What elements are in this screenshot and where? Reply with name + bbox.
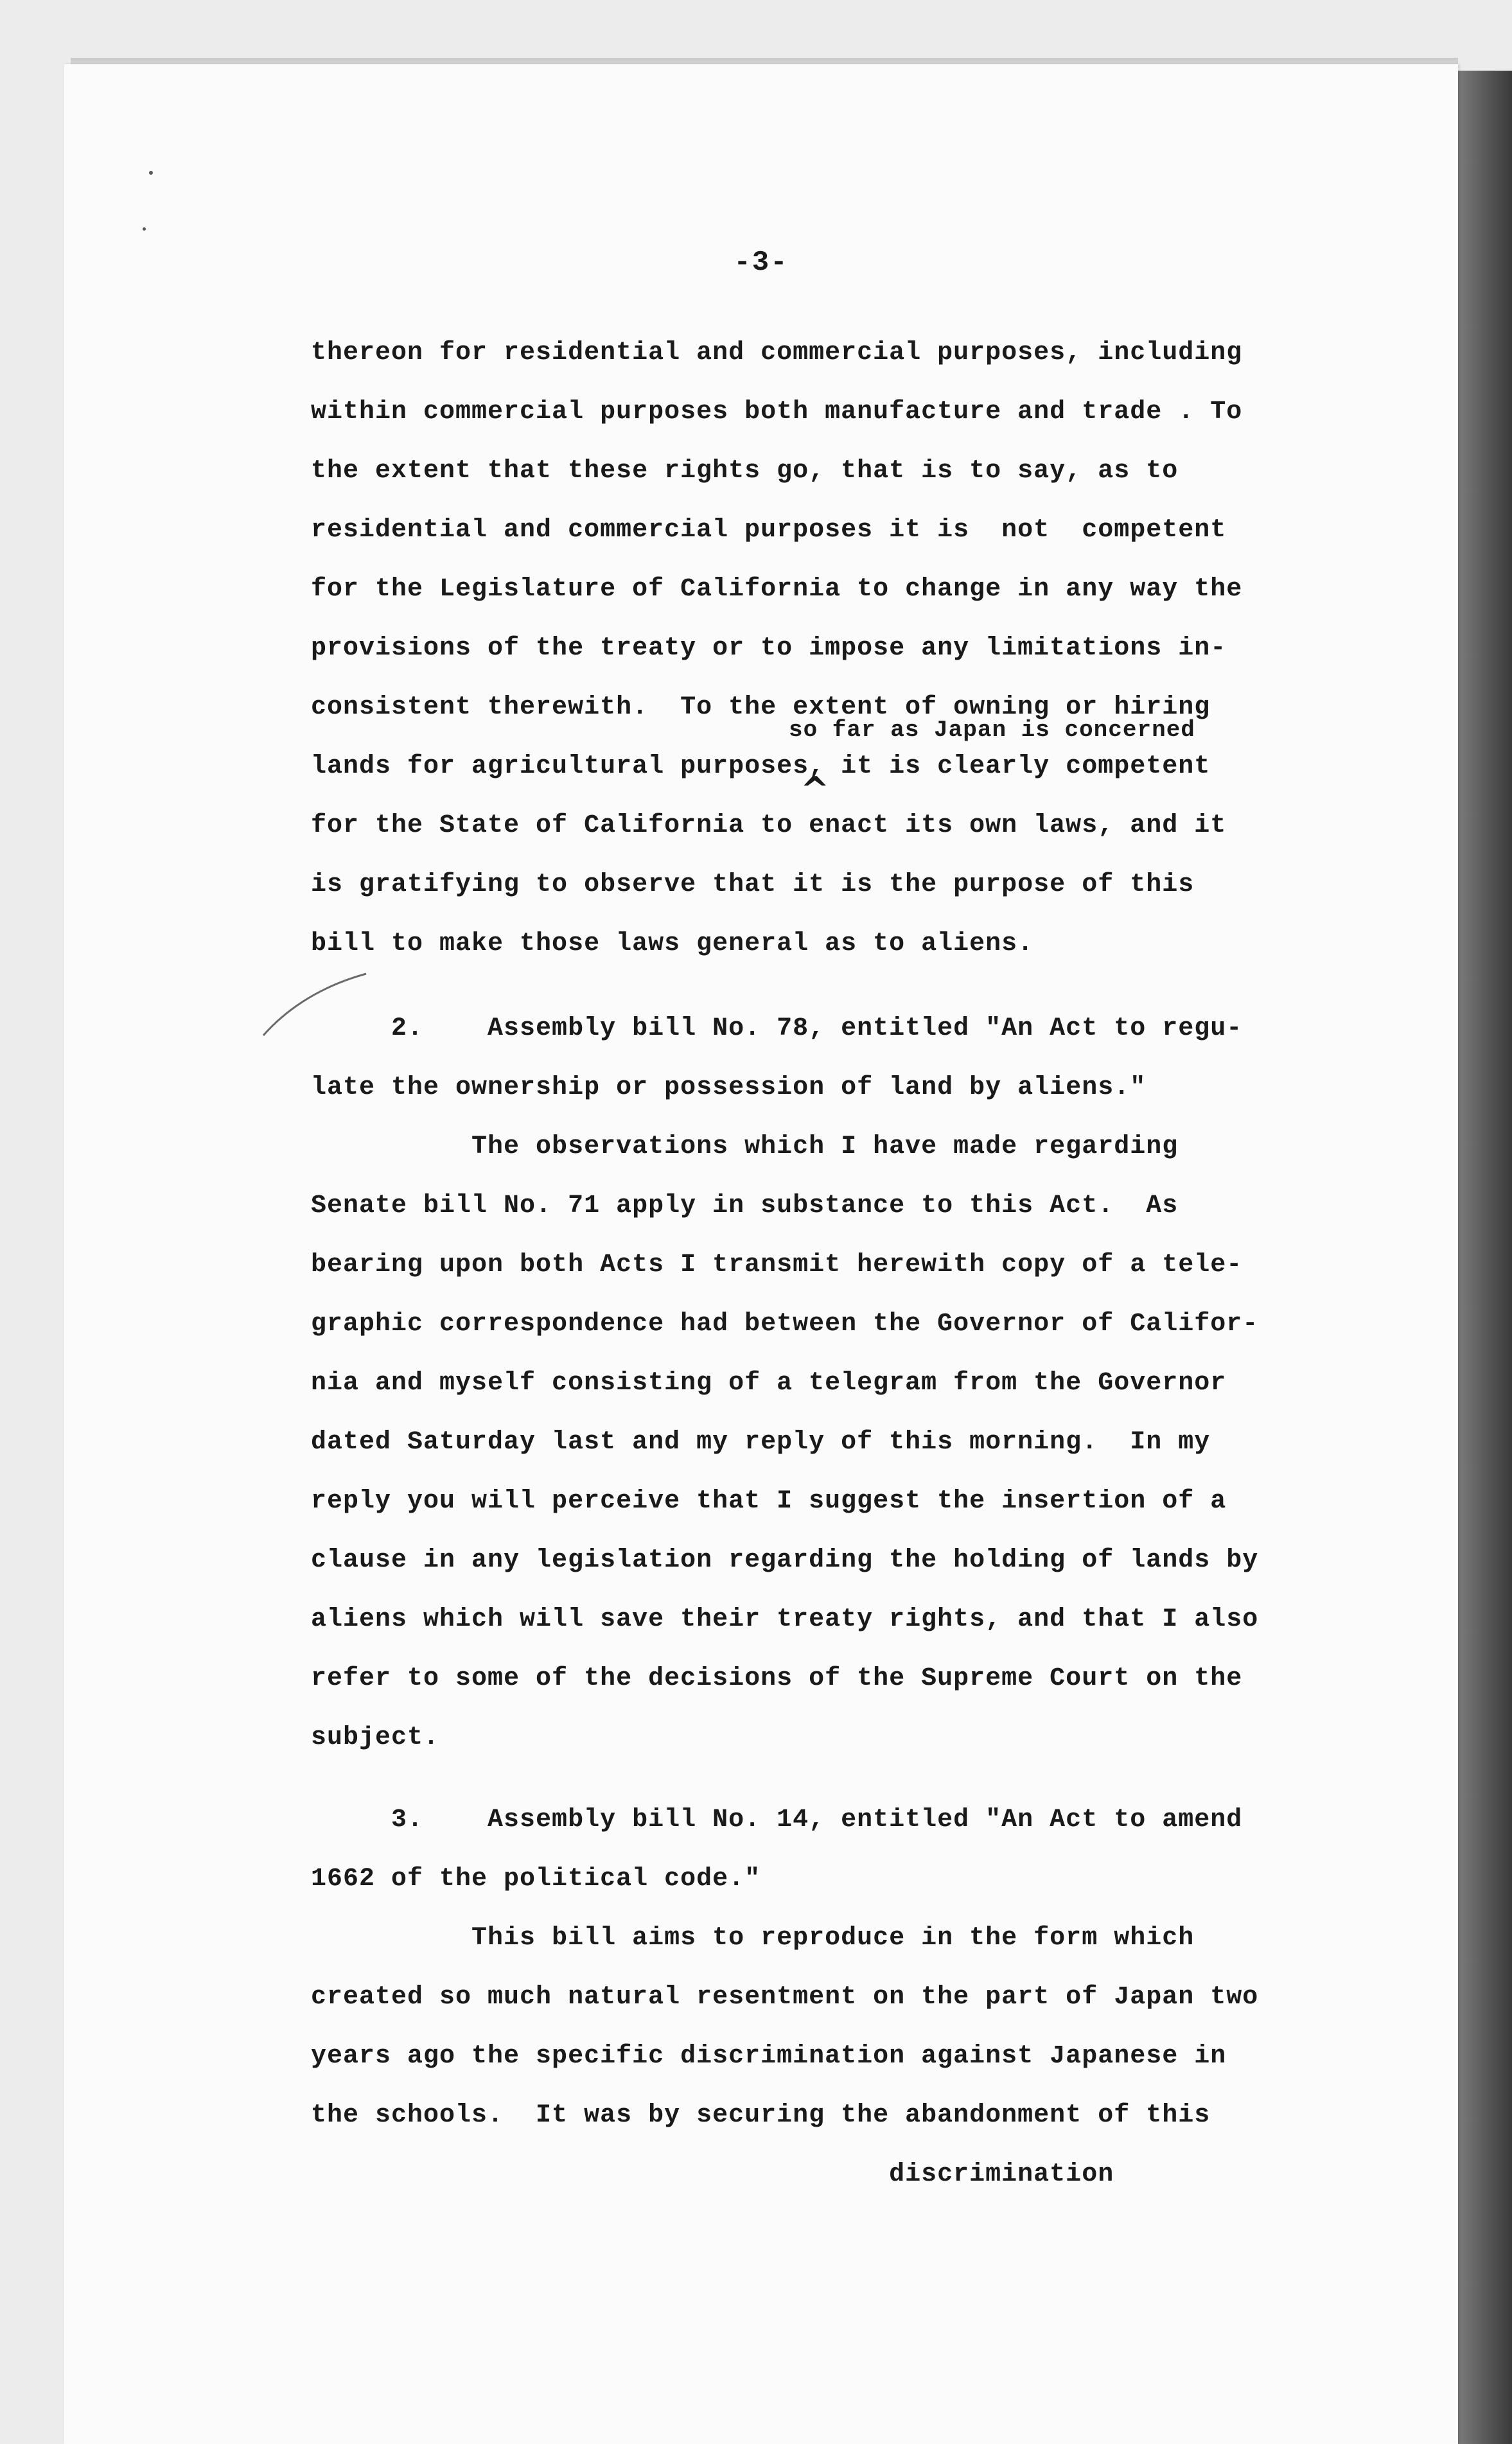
text-line: provisions of the treaty or to impose any limitations in- [311,634,1227,663]
dust-speck [143,227,146,231]
text-line: graphic correspondence had between the Governor of Califor- [311,1310,1259,1339]
page-number: -3- [734,247,789,279]
text-line: the schools. It was by securing the abandonment of this [311,2101,1211,2130]
text-line: subject. [311,1723,440,1752]
text-line: within commercial purposes both manufacture and trade . To [311,398,1243,426]
text-line: bearing upon both Acts I transmit herewith copy of a tele- [311,1251,1243,1279]
text-line: thereon for residential and commercial purposes, including [311,338,1243,367]
text-line: This bill aims to reproduce in the form which [311,1924,1195,1953]
text-line: residential and commercial purposes it is not competent [311,516,1227,545]
text-line: is gratifying to observe that it is the purpose of this [311,870,1195,899]
text-line: for the Legislature of California to change in any way the [311,575,1243,604]
text-line: late the ownership or possession of land by aliens." [311,1073,1147,1102]
catchword-line: discrimination [311,2160,1114,2189]
text-line: for the State of California to enact its own laws, and it [311,811,1227,840]
text-line: 3. Assembly bill No. 14, entitled "An Act to amend [311,1806,1243,1834]
text-line: 2. Assembly bill No. 78, entitled "An Act to regu- [311,1014,1243,1043]
text-line: the extent that these rights go, that is to say, as to [311,457,1179,486]
text-line: consistent therewith. To the extent of owning or hiring [311,693,1211,722]
text-line: clause in any legislation regarding the holding of lands by [311,1546,1259,1575]
text-line: years ago the specific discrimination against Japanese in [311,2042,1227,2071]
text-line: reply you will perceive that I suggest the insertion of a [311,1487,1227,1516]
text-line: The observations which I have made regarding [311,1132,1179,1161]
text-line: refer to some of the decisions of the Supreme Court on the [311,1664,1243,1693]
insertion-caret-mark: ^ [800,769,830,810]
text-line: dated Saturday last and my reply of this morning. In my [311,1428,1211,1457]
text-line: 1662 of the political code." [311,1865,761,1894]
text-line: created so much natural resentment on the part of Japan two [311,1983,1259,2012]
text-line: Senate bill No. 71 apply in substance to this Act. As [311,1191,1179,1220]
text-line: nia and myself consisting of a telegram from the Governor [311,1369,1227,1398]
document-page [64,64,1458,2444]
text-line: aliens which will save their treaty rights, and that I also [311,1605,1259,1634]
text-line: lands for agricultural purposes, it is clearly competent [311,752,1211,781]
text-line: bill to make those laws general as to aliens. [311,929,1034,958]
dust-speck [149,171,153,175]
handwritten-insertion: so far as Japan is concerned [789,717,1195,743]
